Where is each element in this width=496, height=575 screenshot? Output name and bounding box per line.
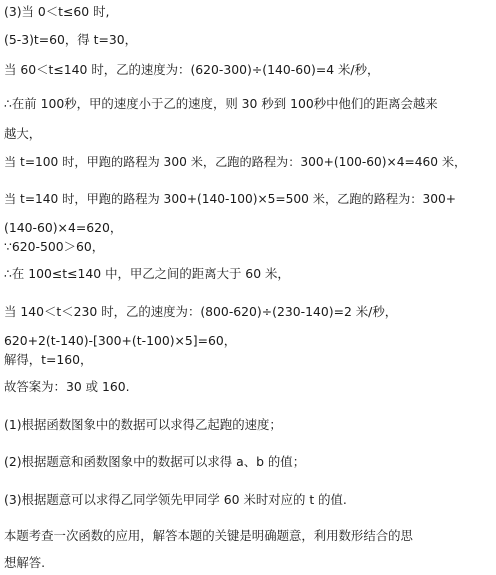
text-line-1: (3)当 0＜t≤60 时, <box>4 4 110 19</box>
text-line-9: ∵620-500＞60， <box>4 239 105 254</box>
text-line-3: 当 60＜t≤140 时，乙的速度为：(620-300)÷(140-60)=4 米/秒， <box>4 62 380 77</box>
text-line-6: 当 t=100 时，甲跑的路程为 300 米，乙跑的路程为：300+(100-60)×4=460 米， <box>4 155 467 169</box>
text-line-10: ∴在 100≤t≤140 中，甲乙之间的距离大于 60 米， <box>4 266 290 281</box>
text-line-18: 本题考查一次函数的应用，解答本题的关键是明确题意，利用数形结合的思 <box>4 528 413 543</box>
text-line-16: (2)根据题意和函数图象中的数据可以求得 a、b 的值； <box>4 454 306 469</box>
text-line-15: (1)根据函数图象中的数据可以求得乙起跑的速度； <box>4 417 282 432</box>
text-line-4: ∴在前 100秒，甲的速度小于乙的速度，则 30 秒到 100秒中他们的距离会越来 <box>4 96 438 111</box>
text-line-17: (3)根据题意可以求得乙同学领先甲同学 60 米时对应的 t 的值. <box>4 492 347 507</box>
text-line-11: 当 140＜t＜230 时，乙的速度为：(800-620)÷(230-140)=2 米/秒， <box>4 304 398 319</box>
text-line-8: (140-60)×4=620， <box>4 220 123 235</box>
text-line-14: 故答案为：30 或 160. <box>4 379 130 394</box>
text-line-7: 当 t=140 时，甲跑的路程为 300+(140-100)×5=500 米，乙跑的路程为：300+ <box>4 192 456 206</box>
text-line-13: 解得，t=160， <box>4 352 93 367</box>
text-line-2: (5-3)t=60，得 t=30， <box>4 32 138 47</box>
text-line-5: 越大， <box>4 126 42 141</box>
text-line-19: 想解答. <box>4 555 46 570</box>
text-line-12: 620+2(t-140)-[300+(t-100)×5]=60， <box>4 333 237 348</box>
